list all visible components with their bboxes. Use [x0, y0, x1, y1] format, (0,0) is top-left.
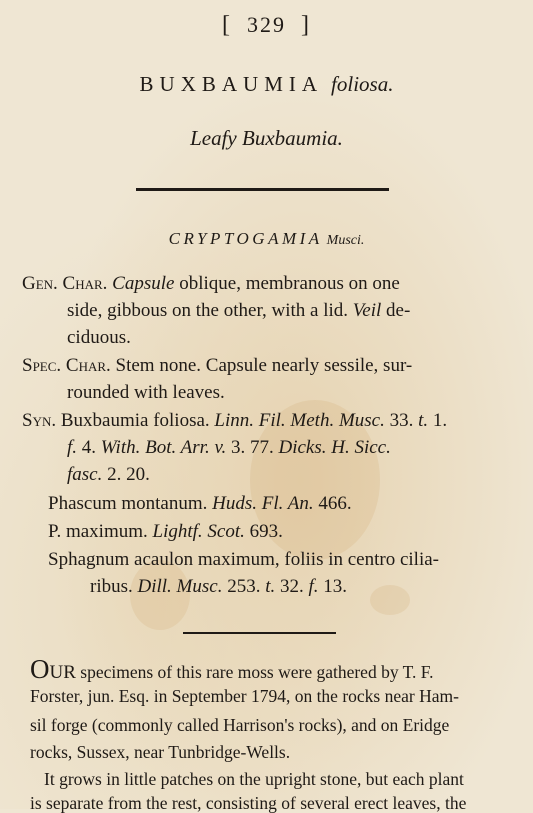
syn-line-4 — [48, 494, 352, 513]
class-name: CRYPTOGAMIA — [168, 229, 323, 248]
gen-char-label: Gen. Char. — [22, 273, 108, 294]
text: 32. — [280, 576, 304, 597]
citation: Dicks. H. Sicc. — [278, 437, 391, 458]
gen-char-line-2 — [67, 301, 410, 320]
gen-char-line-3: ciduous. — [67, 327, 131, 348]
body-line-6: is separate from the rest, consisting of several erect leaves, the — [30, 793, 467, 813]
syn-label: Syn. — [22, 410, 57, 431]
syn-line-6: Sphagnum acaulon maximum, foliis in centro cilia- — [48, 549, 439, 570]
citation: Lightf. Scot. — [152, 521, 245, 542]
bracket-left: [ — [222, 12, 232, 38]
text: Buxbaumia foliosa. — [60, 410, 210, 431]
citation: Linn. Fil. Meth. Musc. — [214, 410, 385, 431]
text: 3. 77. — [230, 437, 274, 458]
species-epithet: foliosa. — [331, 72, 394, 96]
text: 33. — [389, 410, 414, 431]
text: P. maximum. — [48, 521, 148, 542]
citation: t. — [265, 576, 276, 597]
text: 13. — [323, 576, 348, 597]
term: Veil — [352, 300, 382, 321]
body-line-5: It grows in little patches on the upright stone, but each plant — [44, 769, 464, 789]
citation: f. — [67, 437, 78, 458]
body-line-4: rocks, Sussex, near Tunbridge-Wells. — [30, 742, 291, 762]
spec-char-line-2: rounded with leaves. — [67, 382, 225, 403]
citation: With. Bot. Arr. v. — [100, 437, 227, 458]
paper-stain — [370, 585, 410, 615]
citation: t. — [418, 410, 429, 431]
classification — [0, 229, 533, 249]
gen-char-line-1 — [22, 274, 400, 293]
term: Capsule — [112, 273, 175, 294]
spec-char-line-1 — [22, 356, 412, 375]
genus-name: BUXBAUMIA — [139, 72, 324, 96]
syn-line-3 — [67, 465, 150, 484]
text: 2. 20. — [107, 464, 150, 485]
section-divider — [183, 632, 336, 634]
citation: Dill. Musc. — [137, 576, 223, 597]
order-name: Musci. — [326, 233, 365, 248]
text: Phascum montanum. — [48, 493, 208, 514]
bracket-right: ] — [301, 12, 311, 38]
page-number — [0, 12, 533, 39]
syn-line-1 — [22, 411, 447, 430]
text: 253. — [227, 576, 261, 597]
common-name: Leafy Buxbaumia. — [190, 126, 343, 150]
syn-line-5 — [48, 522, 283, 541]
body-line-3: sil forge (commonly called Harrison's rocks), and on Eridge — [30, 715, 450, 735]
syn-line-7 — [90, 577, 347, 596]
spec-char-label: Spec. Char. — [22, 355, 111, 376]
page-number-value: 329 — [247, 12, 286, 37]
text: 4. — [81, 437, 97, 458]
body-line-1 — [30, 656, 434, 683]
species-title — [0, 72, 533, 97]
text: side, gibbous on the other, with a lid. — [67, 300, 349, 321]
section-divider — [136, 188, 389, 191]
text: 466. — [318, 493, 352, 514]
text: 1. — [432, 410, 448, 431]
syn-line-2 — [67, 438, 391, 457]
citation: fasc. — [67, 464, 103, 485]
drop-cap-word: Our — [30, 654, 76, 684]
text: 693. — [249, 521, 283, 542]
text: de- — [386, 300, 411, 321]
text: ribus. — [90, 576, 133, 597]
text: Stem none. Capsule nearly sessile, sur- — [115, 355, 413, 376]
citation: Huds. Fl. An. — [212, 493, 314, 514]
citation: f. — [308, 576, 319, 597]
text: specimens of this rare moss were gathered by T. F. — [80, 662, 434, 682]
body-line-2: Forster, jun. Esq. in September 1794, on the rocks near Ham- — [30, 686, 459, 706]
text: oblique, membranous on one — [179, 273, 400, 294]
